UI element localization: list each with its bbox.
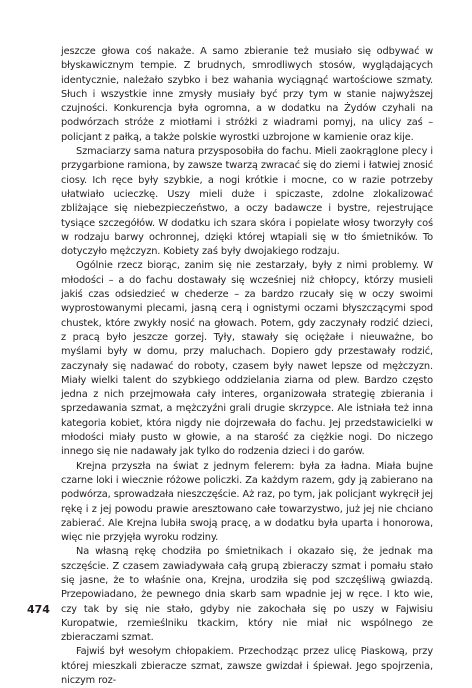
paragraph-2: Szmaciarzy sama natura przysposobiła do fachu. Mieli zaokrąglone plecy i przygarbione ramiona, by zawsze twarzą zwracać się do ziemi i łatwiej znosić ciosy. Ich ręce były szybkie, a nogi krótkie i mocne, co w razie potrzeby ułatwiało ucieczkę. Uszy mieli duże i spiczaste, zdolne zlokalizować zbliżające się niebezpieczeństwo, a oczy badawcze i bystre, rejestrujące tysiące szczegółów. W dodatku ich szara skóra i popielate włosy tworzyły coś w rodzaju barwy ochronnej, dzięki której wtapiali się w tło śmietników. To dotyczyło mężczyzn. Kobiety zaś były dwojakiego rodzaju. — [61, 146, 433, 258]
paragraph-4: Krejna przyszła na świat z jednym felerem: była za ładna. Miała bujne czarne loki i wiecznie różowe policzki. Za każdym razem, gdy ją zabierano na podwórza, sprowadzała nieszczęście. Aż raz, po tym, jak policjant wykręcił jej rękę i z jej powodu prawie aresztowano całe towarzystwo, już jej nie chciano zabierać. Ale Krejna lubiła swoją pracę, a w dodatku była uparta i honorowa, więc nie przyjęła wyroku rodziny. — [61, 460, 433, 544]
paragraph-1: jeszcze głowa coś nakaże. A samo zbieranie też musiało się odbywać w błyskawicznym tempie. Z brudnych, smrodliwych stosów, wyglądających identycznie, należało szybko i bez wahania wyciągnąć wartościowe szmaty. Słuch i wszystkie inne zmysły musiały być przy tym w stanie najwyższej czujności. Konkurencja była ogromna, a w dodatku na Żydów czyhali na podwórzach stróże z miotłami i stróżki z wiadrami pomyj, na ulicy zaś – policjant z pałką, a także polskie wyrostki uzbrojone w kamienie oraz kije. — [61, 46, 433, 143]
page-number: 474 — [27, 603, 50, 616]
paragraph-3: Ogólnie rzecz biorąc, zanim się nie zestarzały, były z nimi problemy. W młodości – a do fachu dostawały się wcześniej niż chłopcy, którzy musieli jakiś czas odsiedzieć w chederze – za bardzo rzucały się w oczy swoimi wyprostowanymi plecami, jasną cerą i ognistymi oczami błyszczącymi spod chustek, które zwykły nosić na głowach. Potem, gdy zaczynały rodzić dzieci, z pracą było jeszcze gorzej. Tyły, stawały się ociężałe i nieuważne, bo myślami były w domu, przy maluchach. Dopiero gdy przestawały rodzić, zaczynały się nadawać do roboty, czasem były nawet lepsze od mężczyzn. Miały wielki talent do szybkiego oddzielania ziarna od plew. Bardzo często jedna z nich przejmowała cały interes, organizowała strategię zbierania i sprzedawania szmat, a mężczyźni grali drugie skrzypce. Ale istniała też inna kategoria kobiet, która nigdy nie dojrzewała do fachu. Jej przedstawicielki w młodości miały pusto w głowie, a na starość za ciężkie nogi. Do niczego innego się nie nadawały jak tylko do rodzenia dzieci i do garów. — [61, 260, 433, 458]
body-text — [61, 45, 433, 688]
paragraph-5: Na własną rękę chodziła po śmietnikach i okazało się, że jednak ma szczęście. Z czasem zawiadywała całą grupą zbieraczy szmat i pomału stało się jasne, że to właśnie ona, Krejna, urodziła się pod szczęśliwą gwiazdą. Przepowiadano, że pewnego dnia skarb sam wpadnie jej w ręce. I kto wie, czy tak by się nie stało, gdyby nie zakochała się po uszy w Fajwisiu Kuropatwie, rzemieślniku tkackim, który nie miał nic wspólnego ze zbieraczami szmat. — [61, 546, 433, 644]
paragraph-6: Fajwiś był wesołym chłopakiem. Przechodząc przez ulicę Piaskową, przy której mieszkali zbieracze szmat, zawsze gwizdał i śpiewał. Jego spojrzenia, niczym roz- — [61, 646, 433, 687]
